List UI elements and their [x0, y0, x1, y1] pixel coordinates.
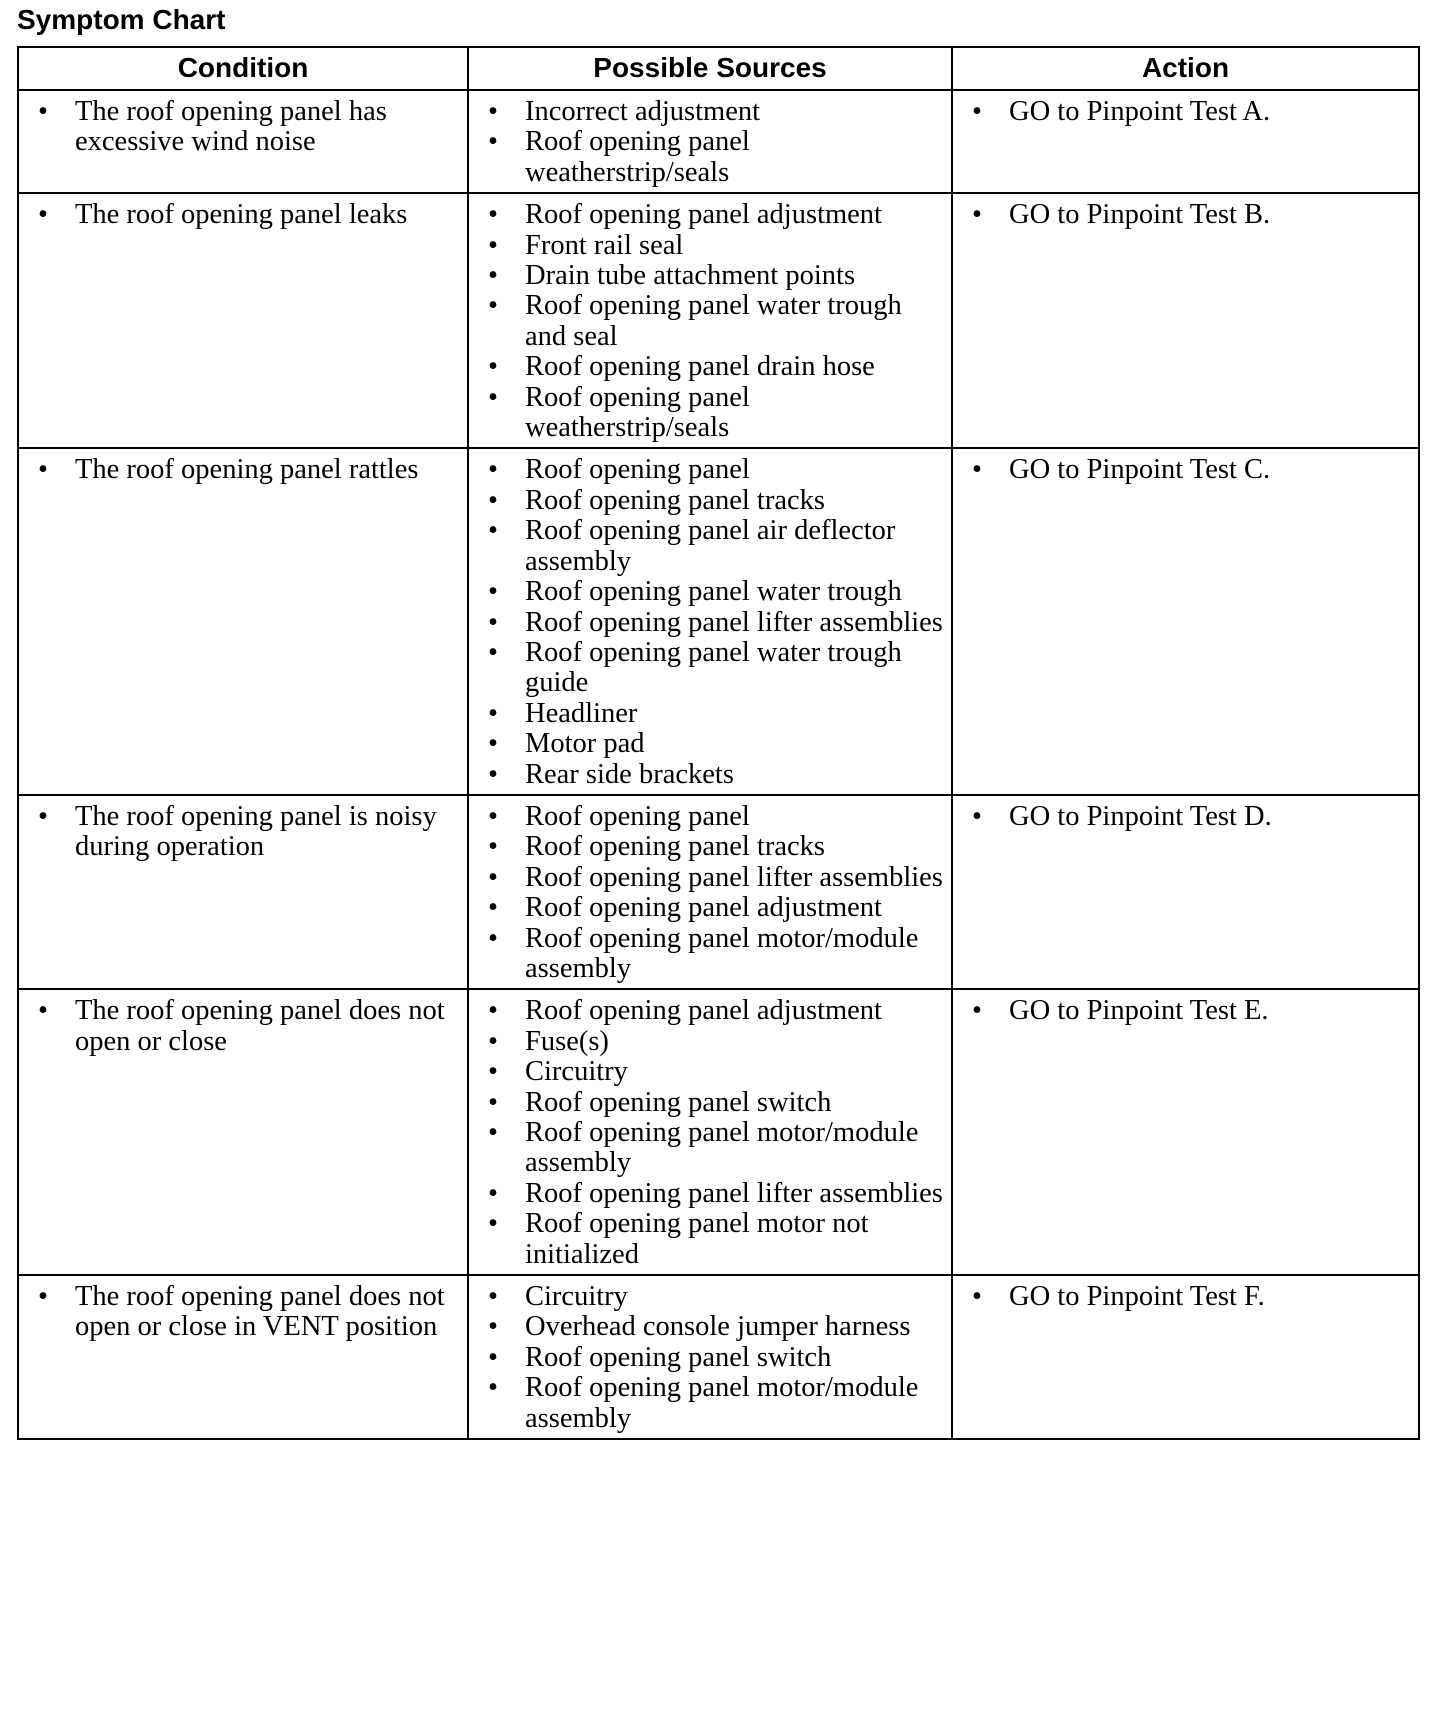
bullet-icon: • — [488, 381, 498, 413]
bullet-icon: • — [488, 290, 498, 322]
table-row — [18, 1275, 1419, 1439]
source-item — [475, 455, 945, 485]
source-item-text: Roof opening panel water trough — [525, 576, 902, 608]
condition-item-text: The roof opening panel is noisy during operation — [75, 800, 437, 863]
source-item-text: Circuitry — [525, 1281, 628, 1313]
possible-sources-list — [475, 802, 945, 984]
action-item-text: GO to Pinpoint Test E. — [1009, 995, 1269, 1027]
bullet-icon: • — [488, 1177, 498, 1209]
bullet-icon: • — [38, 96, 48, 127]
source-item-text: Roof opening panel motor not initialized — [525, 1208, 869, 1270]
bullet-icon: • — [488, 606, 498, 638]
bullet-icon: • — [488, 515, 498, 547]
bullet-icon: • — [488, 800, 498, 832]
action-cell — [952, 90, 1419, 193]
condition-cell — [18, 90, 468, 193]
source-item — [475, 608, 945, 638]
source-item — [475, 516, 945, 577]
condition-list — [25, 1282, 461, 1343]
bullet-icon: • — [488, 96, 498, 127]
bullet-icon: • — [488, 351, 498, 383]
bullet-icon: • — [488, 454, 498, 486]
bullet-icon: • — [488, 484, 498, 516]
action-item — [959, 802, 1412, 832]
source-item-text: Roof opening panel motor/module assembly — [525, 1372, 919, 1434]
source-item — [475, 352, 945, 382]
source-item-text: Roof opening panel — [525, 454, 750, 486]
source-item-text: Drain tube attachment points — [525, 260, 856, 292]
condition-cell — [18, 448, 468, 794]
header-row — [18, 47, 1419, 90]
bullet-icon: • — [488, 1208, 498, 1240]
source-item — [475, 261, 945, 291]
action-item — [959, 996, 1412, 1026]
source-item-text: Roof opening panel water trough guide — [525, 636, 902, 699]
source-item — [475, 486, 945, 516]
source-item-text: Roof opening panel water trough and seal — [525, 290, 902, 352]
source-item — [475, 1179, 945, 1209]
action-item — [959, 1282, 1412, 1312]
source-item — [475, 1312, 945, 1342]
possible-sources-list — [475, 200, 945, 443]
condition-cell — [18, 1275, 468, 1439]
bullet-icon: • — [972, 995, 982, 1027]
bullet-icon: • — [488, 995, 498, 1027]
possible-sources-list — [475, 1282, 945, 1434]
condition-list — [25, 996, 461, 1057]
bullet-icon: • — [38, 995, 48, 1027]
source-item — [475, 577, 945, 607]
source-item-text: Roof opening panel lifter assemblies — [525, 861, 943, 893]
source-item-text: Roof opening panel tracks — [525, 484, 825, 516]
condition-item — [25, 1282, 461, 1343]
source-item-text: Roof opening panel tracks — [525, 831, 825, 863]
bullet-icon: • — [488, 1311, 498, 1343]
bullet-icon: • — [972, 1281, 982, 1313]
page-title: Symptom Chart — [17, 4, 226, 35]
header-action: Action — [952, 47, 1419, 90]
header-possible-sources: Possible Sources — [468, 47, 952, 90]
bullet-icon: • — [488, 1341, 498, 1373]
bullet-icon: • — [488, 758, 498, 790]
source-item-text: Incorrect adjustment — [525, 96, 761, 127]
bullet-icon: • — [972, 800, 982, 832]
bullet-icon: • — [38, 800, 48, 832]
condition-item-text: The roof opening panel does not open or close in VENT position — [75, 1281, 445, 1343]
source-item — [475, 699, 945, 729]
action-item — [959, 97, 1412, 127]
possible-sources-cell — [468, 90, 952, 193]
condition-item-text: The roof opening panel rattles — [75, 454, 419, 486]
table-body — [18, 90, 1419, 1439]
action-list — [959, 996, 1412, 1026]
action-cell — [952, 795, 1419, 989]
bullet-icon: • — [488, 1281, 498, 1313]
condition-item — [25, 200, 461, 230]
possible-sources-cell — [468, 989, 952, 1275]
action-item — [959, 455, 1412, 485]
action-list — [959, 200, 1412, 230]
bullet-icon: • — [972, 96, 982, 127]
condition-cell — [18, 989, 468, 1275]
bullet-icon: • — [488, 126, 498, 158]
source-item — [475, 1088, 945, 1118]
condition-list — [25, 200, 461, 230]
source-item-text: Roof opening panel weatherstrip/seals — [525, 126, 750, 188]
possible-sources-cell — [468, 1275, 952, 1439]
bullet-icon: • — [488, 260, 498, 292]
bullet-icon: • — [488, 199, 498, 231]
source-item — [475, 1373, 945, 1434]
bullet-icon: • — [488, 576, 498, 608]
condition-cell — [18, 795, 468, 989]
source-item-text: Fuse(s) — [525, 1025, 609, 1057]
source-item — [475, 200, 945, 230]
bullet-icon: • — [488, 728, 498, 760]
source-item — [475, 638, 945, 699]
source-item-text: Motor pad — [525, 728, 645, 760]
source-item — [475, 996, 945, 1026]
source-item-text: Headliner — [525, 697, 638, 729]
condition-item — [25, 455, 461, 485]
possible-sources-list — [475, 455, 945, 789]
action-list — [959, 455, 1412, 485]
action-item-text: GO to Pinpoint Test D. — [1009, 800, 1272, 832]
source-item-text: Roof opening panel adjustment — [525, 199, 882, 231]
possible-sources-cell — [468, 795, 952, 989]
table-row — [18, 90, 1419, 193]
condition-list — [25, 802, 461, 863]
source-item — [475, 1209, 945, 1270]
source-item-text: Roof opening panel motor/module assembly — [525, 1117, 919, 1179]
source-item-text: Roof opening panel switch — [525, 1341, 832, 1373]
source-item — [475, 1118, 945, 1179]
condition-item-text: The roof opening panel has excessive wind noise — [75, 96, 387, 158]
source-item — [475, 383, 945, 444]
action-item-text: GO to Pinpoint Test A. — [1009, 96, 1271, 127]
bullet-icon: • — [38, 1281, 48, 1313]
bullet-icon: • — [488, 831, 498, 863]
condition-item — [25, 97, 461, 158]
source-item — [475, 893, 945, 923]
condition-list — [25, 97, 461, 158]
table-row — [18, 448, 1419, 794]
source-item — [475, 832, 945, 862]
bullet-icon: • — [488, 229, 498, 261]
symptom-table — [17, 46, 1420, 1440]
bullet-icon: • — [488, 1086, 498, 1118]
action-item-text: GO to Pinpoint Test B. — [1009, 199, 1271, 231]
header-condition: Condition — [18, 47, 468, 90]
condition-item — [25, 996, 461, 1057]
condition-cell — [18, 193, 468, 448]
possible-sources-cell — [468, 448, 952, 794]
source-item — [475, 1282, 945, 1312]
action-list — [959, 1282, 1412, 1312]
bullet-icon: • — [488, 1056, 498, 1088]
source-item — [475, 1027, 945, 1057]
source-item-text: Front rail seal — [525, 229, 684, 261]
action-cell — [952, 448, 1419, 794]
action-item-text: GO to Pinpoint Test C. — [1009, 454, 1271, 486]
bullet-icon: • — [488, 892, 498, 924]
action-cell — [952, 989, 1419, 1275]
bullet-icon: • — [488, 922, 498, 954]
condition-list — [25, 455, 461, 485]
table-row — [18, 795, 1419, 989]
action-list — [959, 802, 1412, 832]
source-item — [475, 1057, 945, 1087]
source-item-text: Roof opening panel — [525, 800, 750, 832]
source-item — [475, 231, 945, 261]
table-row — [18, 989, 1419, 1275]
source-item-text: Roof opening panel lifter assemblies — [525, 1177, 943, 1209]
bullet-icon: • — [488, 697, 498, 729]
source-item-text: Circuitry — [525, 1056, 628, 1088]
action-cell — [952, 193, 1419, 448]
condition-item — [25, 802, 461, 863]
source-item — [475, 760, 945, 790]
source-item-text: Roof opening panel air deflector assembly — [525, 515, 896, 577]
table-row — [18, 193, 1419, 448]
possible-sources-list — [475, 97, 945, 188]
condition-item-text: The roof opening panel does not open or close — [75, 995, 445, 1057]
source-item — [475, 802, 945, 832]
source-item — [475, 924, 945, 985]
action-item-text: GO to Pinpoint Test F. — [1009, 1281, 1265, 1313]
action-item — [959, 200, 1412, 230]
source-item — [475, 863, 945, 893]
source-item — [475, 729, 945, 759]
bullet-icon: • — [488, 636, 498, 668]
bullet-icon: • — [488, 1117, 498, 1148]
possible-sources-cell — [468, 193, 952, 448]
source-item — [475, 97, 945, 127]
source-item — [475, 291, 945, 352]
possible-sources-list — [475, 996, 945, 1270]
bullet-icon: • — [488, 861, 498, 893]
source-item-text: Roof opening panel adjustment — [525, 892, 882, 924]
source-item-text: Roof opening panel weatherstrip/seals — [525, 381, 750, 444]
source-item-text: Roof opening panel lifter assemblies — [525, 606, 943, 638]
source-item-text: Overhead console jumper harness — [525, 1311, 911, 1343]
bullet-icon: • — [972, 454, 982, 486]
bullet-icon: • — [972, 199, 982, 231]
source-item — [475, 127, 945, 188]
action-cell — [952, 1275, 1419, 1439]
bullet-icon: • — [488, 1372, 498, 1404]
bullet-icon: • — [488, 1025, 498, 1057]
source-item-text: Roof opening panel switch — [525, 1086, 832, 1118]
action-list — [959, 97, 1412, 127]
source-item-text: Rear side brackets — [525, 758, 734, 790]
bullet-icon: • — [38, 454, 48, 486]
source-item-text: Roof opening panel drain hose — [525, 351, 875, 383]
source-item-text: Roof opening panel motor/module assembly — [525, 922, 919, 984]
source-item — [475, 1343, 945, 1373]
source-item-text: Roof opening panel adjustment — [525, 995, 882, 1027]
condition-item-text: The roof opening panel leaks — [75, 199, 408, 231]
bullet-icon: • — [38, 199, 48, 231]
